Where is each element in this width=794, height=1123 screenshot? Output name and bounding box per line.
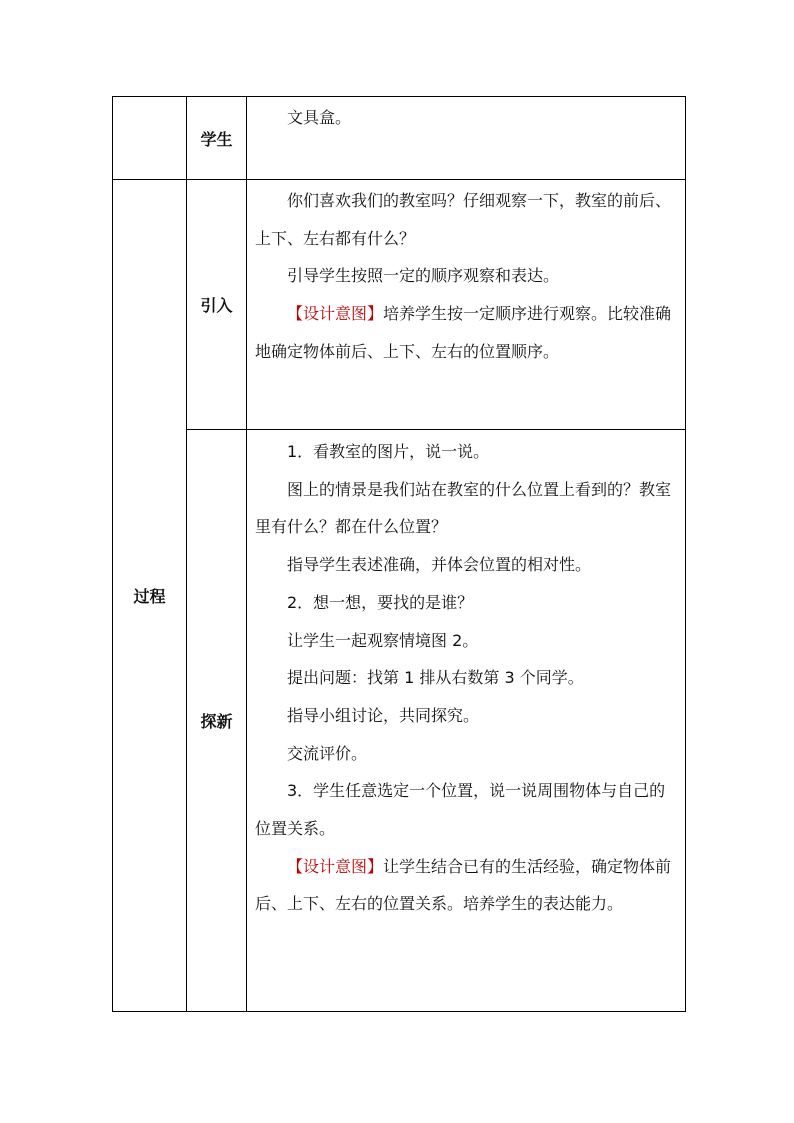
explore-paragraph: 1．看教室的图片，说一说。: [287, 442, 490, 461]
student-content: [247, 97, 686, 180]
explore-design-intent: [255, 848, 679, 923]
design-intent-tag: 【设计意图】: [287, 856, 384, 876]
intro-row: [113, 180, 686, 430]
design-intent-text: 让学生结合已有的生活经验，确定物体前后、上下、左右的位置关系。培养学生的表达能力。: [255, 856, 672, 914]
intro-content: [247, 180, 686, 430]
explore-paragraph: 提出问题：找第 1 排从右数第 3 个同学。: [287, 668, 584, 688]
empty-phase-cell: [113, 97, 187, 180]
explore-paragraph: 图上的情景是我们站在教室的什么位置上看到的？教室里有什么？都在什么位置？: [255, 479, 672, 537]
intro-paragraph: 你们喜欢我们的教室吗？仔细观察一下，教室的前后、上下、左右都有什么？: [255, 191, 672, 248]
student-text: 文具盒。: [287, 108, 352, 127]
explore-paragraph: 指导学生表述准确，并体会位置的相对性。: [287, 555, 592, 575]
design-intent-text: 培养学生按一定顺序进行观察。比较准确地确定物体前后、上下、左右的位置顺序。: [255, 304, 672, 361]
design-intent-tag: 【设计意图】: [287, 304, 384, 324]
explore-paragraph: 指导小组讨论，共同探究。: [287, 705, 480, 725]
intro-design-intent: [255, 295, 679, 370]
intro-paragraph: 引导学生按照一定的顺序观察和表达。: [287, 266, 560, 286]
explore-row: [113, 430, 686, 1012]
process-label: 过程: [113, 180, 187, 1012]
intro-label: 引入: [187, 180, 247, 430]
lesson-plan-table: [112, 96, 686, 1012]
student-row: [113, 97, 686, 180]
explore-label: 探新: [187, 430, 247, 1012]
explore-paragraph: 让学生一起观察情境图 2。: [287, 630, 479, 650]
explore-paragraph: 3．学生任意选定一个位置，说一说周围物体与自己的位置关系。: [255, 781, 666, 839]
student-label: 学生: [187, 97, 247, 180]
explore-content: [247, 430, 686, 1012]
explore-paragraph: 2．想一想，要找的是谁？: [287, 592, 474, 612]
explore-paragraph: 交流评价。: [287, 743, 368, 763]
